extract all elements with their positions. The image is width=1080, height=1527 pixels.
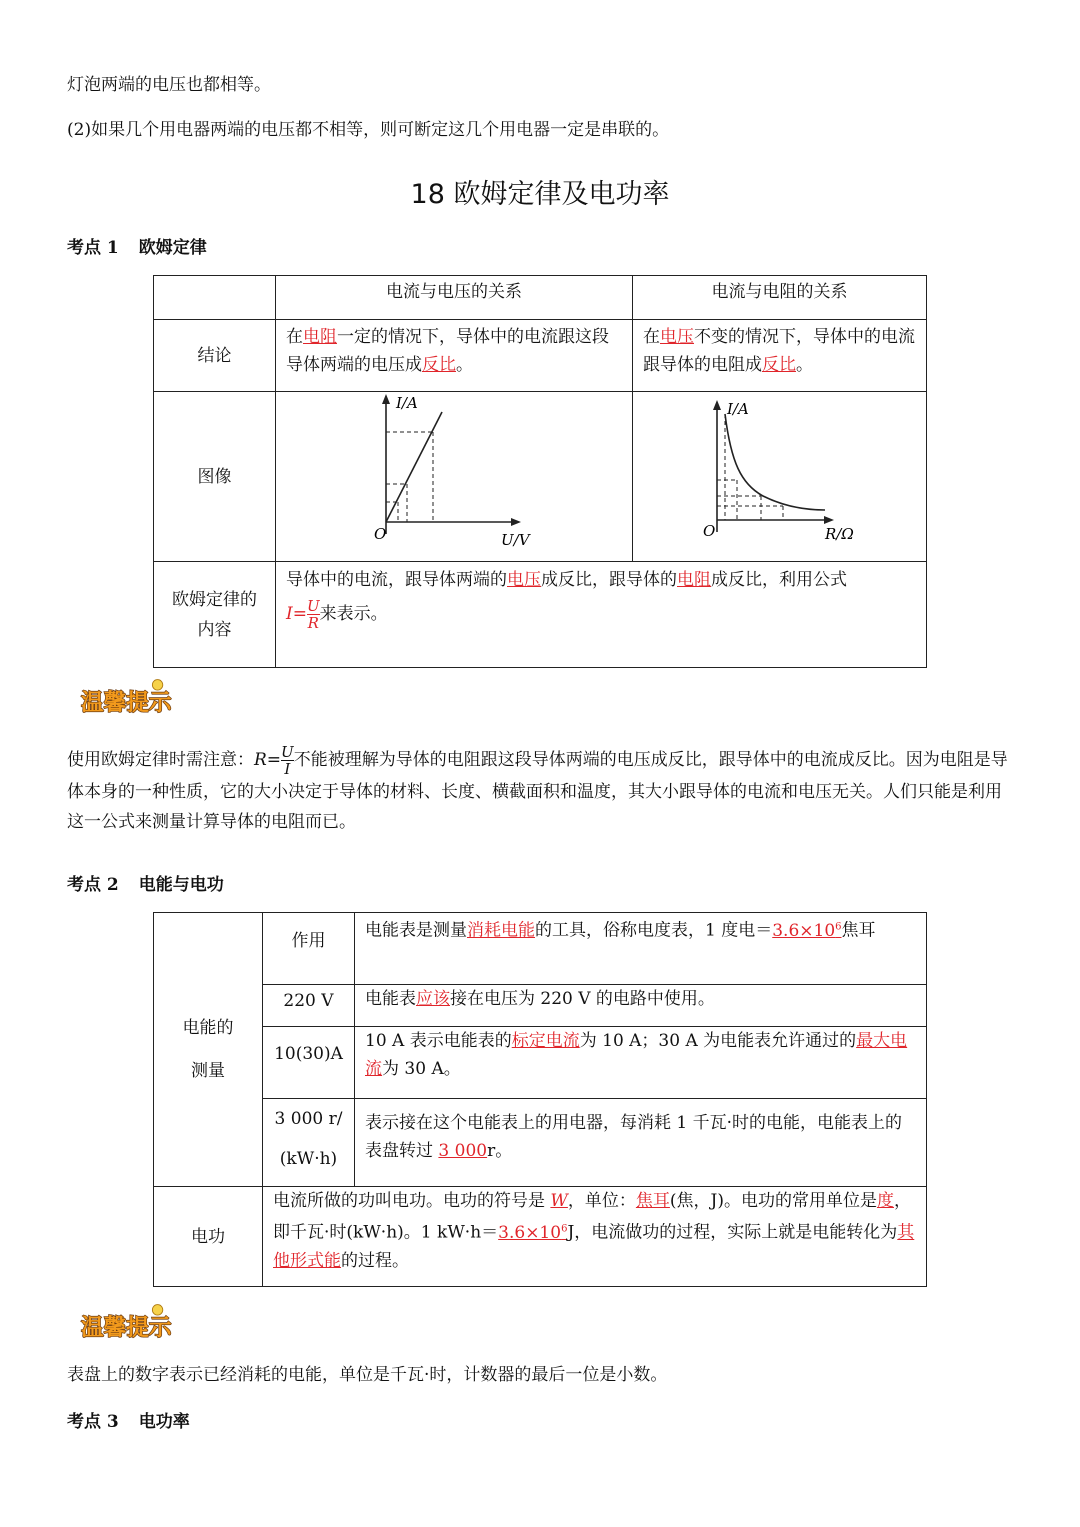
formula-den: I	[284, 760, 291, 778]
text: 在	[286, 327, 303, 347]
table2-current-cell	[355, 1027, 927, 1099]
text: 3.6×10	[772, 920, 836, 941]
text: J，电流做功的过程，实际上就是电能转化为	[567, 1222, 898, 1243]
answer-law-resistance: 电阻	[677, 570, 711, 590]
warm-tip-badge-1	[70, 677, 186, 717]
formula-num: U	[306, 597, 320, 615]
iu-y-arrow	[382, 394, 390, 404]
tip-2-paragraph: 表盘上的数字表示已经消耗的电能，单位是千瓦·时，计数器的最后一位是小数。	[67, 1365, 668, 1385]
bulb-icon	[152, 680, 162, 690]
group-line-2: 测量	[191, 1060, 225, 1081]
formula-u-over-r	[307, 598, 320, 631]
text: r。	[487, 1141, 513, 1161]
answer-resistance: 电阻	[303, 327, 337, 347]
superscript: 6	[561, 1223, 568, 1234]
key-line-1: 3 000 r/	[274, 1109, 343, 1129]
formula-den: R	[307, 614, 319, 632]
iu-y-label: I/A	[396, 394, 418, 412]
table2-function-cell	[355, 913, 927, 985]
ir-graph	[633, 392, 927, 560]
badge-text: 温馨提示	[81, 690, 172, 717]
table1-corner-cell	[154, 276, 276, 320]
answer-3-6e6	[772, 921, 841, 941]
answer-voltage: 电压	[660, 327, 694, 347]
answer-max-current: 最大电流	[365, 1031, 908, 1079]
law-line-1	[286, 566, 916, 594]
answer-other-forms: 其他形式能	[273, 1222, 915, 1271]
table2-revolutions-cell	[355, 1099, 927, 1187]
formula-num: U	[281, 743, 294, 761]
text: 的工具，俗称电度表，1 度电＝	[535, 920, 773, 941]
kaodian-3-name: 电功率	[138, 1412, 190, 1432]
section-title: 18 欧姆定律及电功率	[410, 179, 670, 210]
ir-origin-label: O	[703, 522, 716, 540]
graph-ir-cell	[633, 392, 927, 562]
answer-law-voltage: 电压	[507, 570, 541, 590]
text: 成反比，利用公式	[711, 570, 847, 590]
law-content-cell	[276, 562, 927, 668]
text: 3.6×10	[498, 1222, 562, 1243]
kaodian-1-name: 欧姆定律	[138, 238, 207, 258]
answer-du: 度	[876, 1191, 894, 1211]
intro-line-2: (2)如果几个用电器两端的电压都不相等，则可断定这几个用电器一定是串联的。	[67, 120, 670, 140]
text: ，即千瓦·时(kW·h)。1 kW·h＝	[273, 1191, 911, 1243]
table1-row-graph: 图像	[154, 392, 276, 562]
ir-y-label: I/A	[727, 400, 749, 418]
iu-line	[386, 412, 442, 522]
ir-x-arrow	[824, 516, 834, 524]
answer-should: 应该	[416, 989, 450, 1009]
kaodian-1-label: 考点 1	[67, 238, 119, 258]
table1-col-voltage: 电流与电压的关系	[276, 276, 633, 320]
bulb-icon	[152, 1305, 162, 1315]
kaodian-3-label: 考点 3	[67, 1412, 119, 1432]
table2-key-current: 10(30)A	[263, 1027, 355, 1099]
table2-key-revolutions	[263, 1099, 355, 1187]
badge-text: 温馨提示	[81, 1315, 172, 1342]
graph-iu-cell	[276, 392, 633, 562]
table2-key-function: 作用	[263, 913, 355, 985]
text: (焦，J)。电功的常用单位是	[669, 1191, 877, 1211]
table2-key-220v: 220 V	[263, 985, 355, 1027]
answer-inverse-1: 反比	[422, 355, 456, 375]
kaodian-1-heading	[67, 233, 207, 258]
text: 电能表	[365, 989, 416, 1009]
answer-3-6e6-j	[498, 1223, 567, 1243]
kaodian-2-heading	[67, 870, 224, 895]
table2-220v-cell	[355, 985, 927, 1027]
electric-energy-table	[153, 912, 927, 1287]
table1-row-law: 欧姆定律的内容	[154, 562, 276, 668]
group-line-1: 电能的	[182, 1017, 234, 1038]
table2-work-cell	[263, 1187, 927, 1287]
kaodian-2-label: 考点 2	[67, 875, 119, 895]
iu-origin-label: O	[374, 525, 387, 543]
iu-graph	[276, 392, 633, 560]
ir-x-label: R/Ω	[825, 525, 854, 543]
intro-line-1: 灯泡两端的电压也都相等。	[67, 75, 271, 95]
ir-y-arrow	[713, 400, 721, 410]
key-line-2: (kW·h)	[279, 1149, 338, 1169]
kaodian-3-heading	[67, 1407, 190, 1432]
iu-x-label: U/V	[501, 531, 530, 549]
text: 表示接在这个电能表上的用电器，每消耗 1 千瓦·时的电能，电能表上的表盘转过	[365, 1113, 903, 1161]
text: 电能表是测量	[365, 920, 467, 941]
answer-rated-current: 标定电流	[511, 1031, 580, 1051]
answer-3000: 3 000	[438, 1141, 488, 1161]
text: 焦耳	[841, 920, 876, 941]
ohm-law-table	[153, 275, 927, 668]
answer-joule: 焦耳	[635, 1191, 670, 1211]
warm-tip-badge-2	[70, 1302, 186, 1342]
formula-i-left: I=	[286, 604, 307, 624]
text: 不能被理解为导体的电阻跟这段导体两端的电压成反比，跟导体中的电流成反比。因为电阻是导体本身的一种性质，它的大小决定于导体的材料、长度、横截面积和温度，其大小跟导体的电流和电压无关。人们只能是利用这一公式来测量计算导体的电阻而已。	[67, 750, 1008, 832]
conclusion-voltage-cell	[276, 320, 633, 392]
text: 10 A 表示电能表的	[365, 1031, 512, 1051]
text: 为 30 A。	[382, 1059, 461, 1079]
conclusion-resistance-cell	[633, 320, 927, 392]
law-line-2	[286, 598, 916, 631]
table1-row-conclusion: 结论	[154, 320, 276, 392]
text: 来表示。	[319, 604, 388, 624]
table1-col-resistance: 电流与电阻的关系	[633, 276, 927, 320]
text: 成反比，跟导体的	[541, 570, 677, 590]
text: 在	[643, 327, 660, 347]
text: 为 10 A；30 A 为电能表允许通过的	[579, 1031, 857, 1051]
text: ，单位：	[567, 1191, 636, 1211]
table2-row-work: 电功	[154, 1187, 263, 1287]
answer-inverse-2: 反比	[762, 355, 796, 375]
formula-r-left: R=	[254, 750, 282, 770]
iu-x-arrow	[511, 518, 521, 526]
text: 的过程。	[341, 1250, 409, 1271]
text: 。	[796, 355, 813, 375]
tip-1-paragraph	[67, 744, 1017, 837]
table2-group-measure	[154, 913, 263, 1187]
kaodian-2-name: 电能与电功	[138, 875, 224, 895]
superscript: 6	[835, 921, 842, 932]
answer-w: W	[550, 1191, 568, 1211]
text: 一定的情况下，导体中的电流跟这段导体两端的电压成	[286, 327, 609, 375]
text: 不变的情况下，导体中的电流跟导体的电阻成	[643, 327, 915, 375]
answer-consumed-energy: 消耗电能	[467, 920, 535, 941]
text: 使用欧姆定律时需注意：	[67, 750, 254, 770]
text: 导体中的电流，跟导体两端的	[286, 570, 507, 590]
text: 接在电压为 220 V 的电路中使用。	[450, 989, 715, 1009]
text: 。	[456, 355, 473, 375]
formula-u-over-i	[281, 744, 294, 777]
text: 电流所做的功叫电功。电功的符号是	[273, 1191, 551, 1211]
